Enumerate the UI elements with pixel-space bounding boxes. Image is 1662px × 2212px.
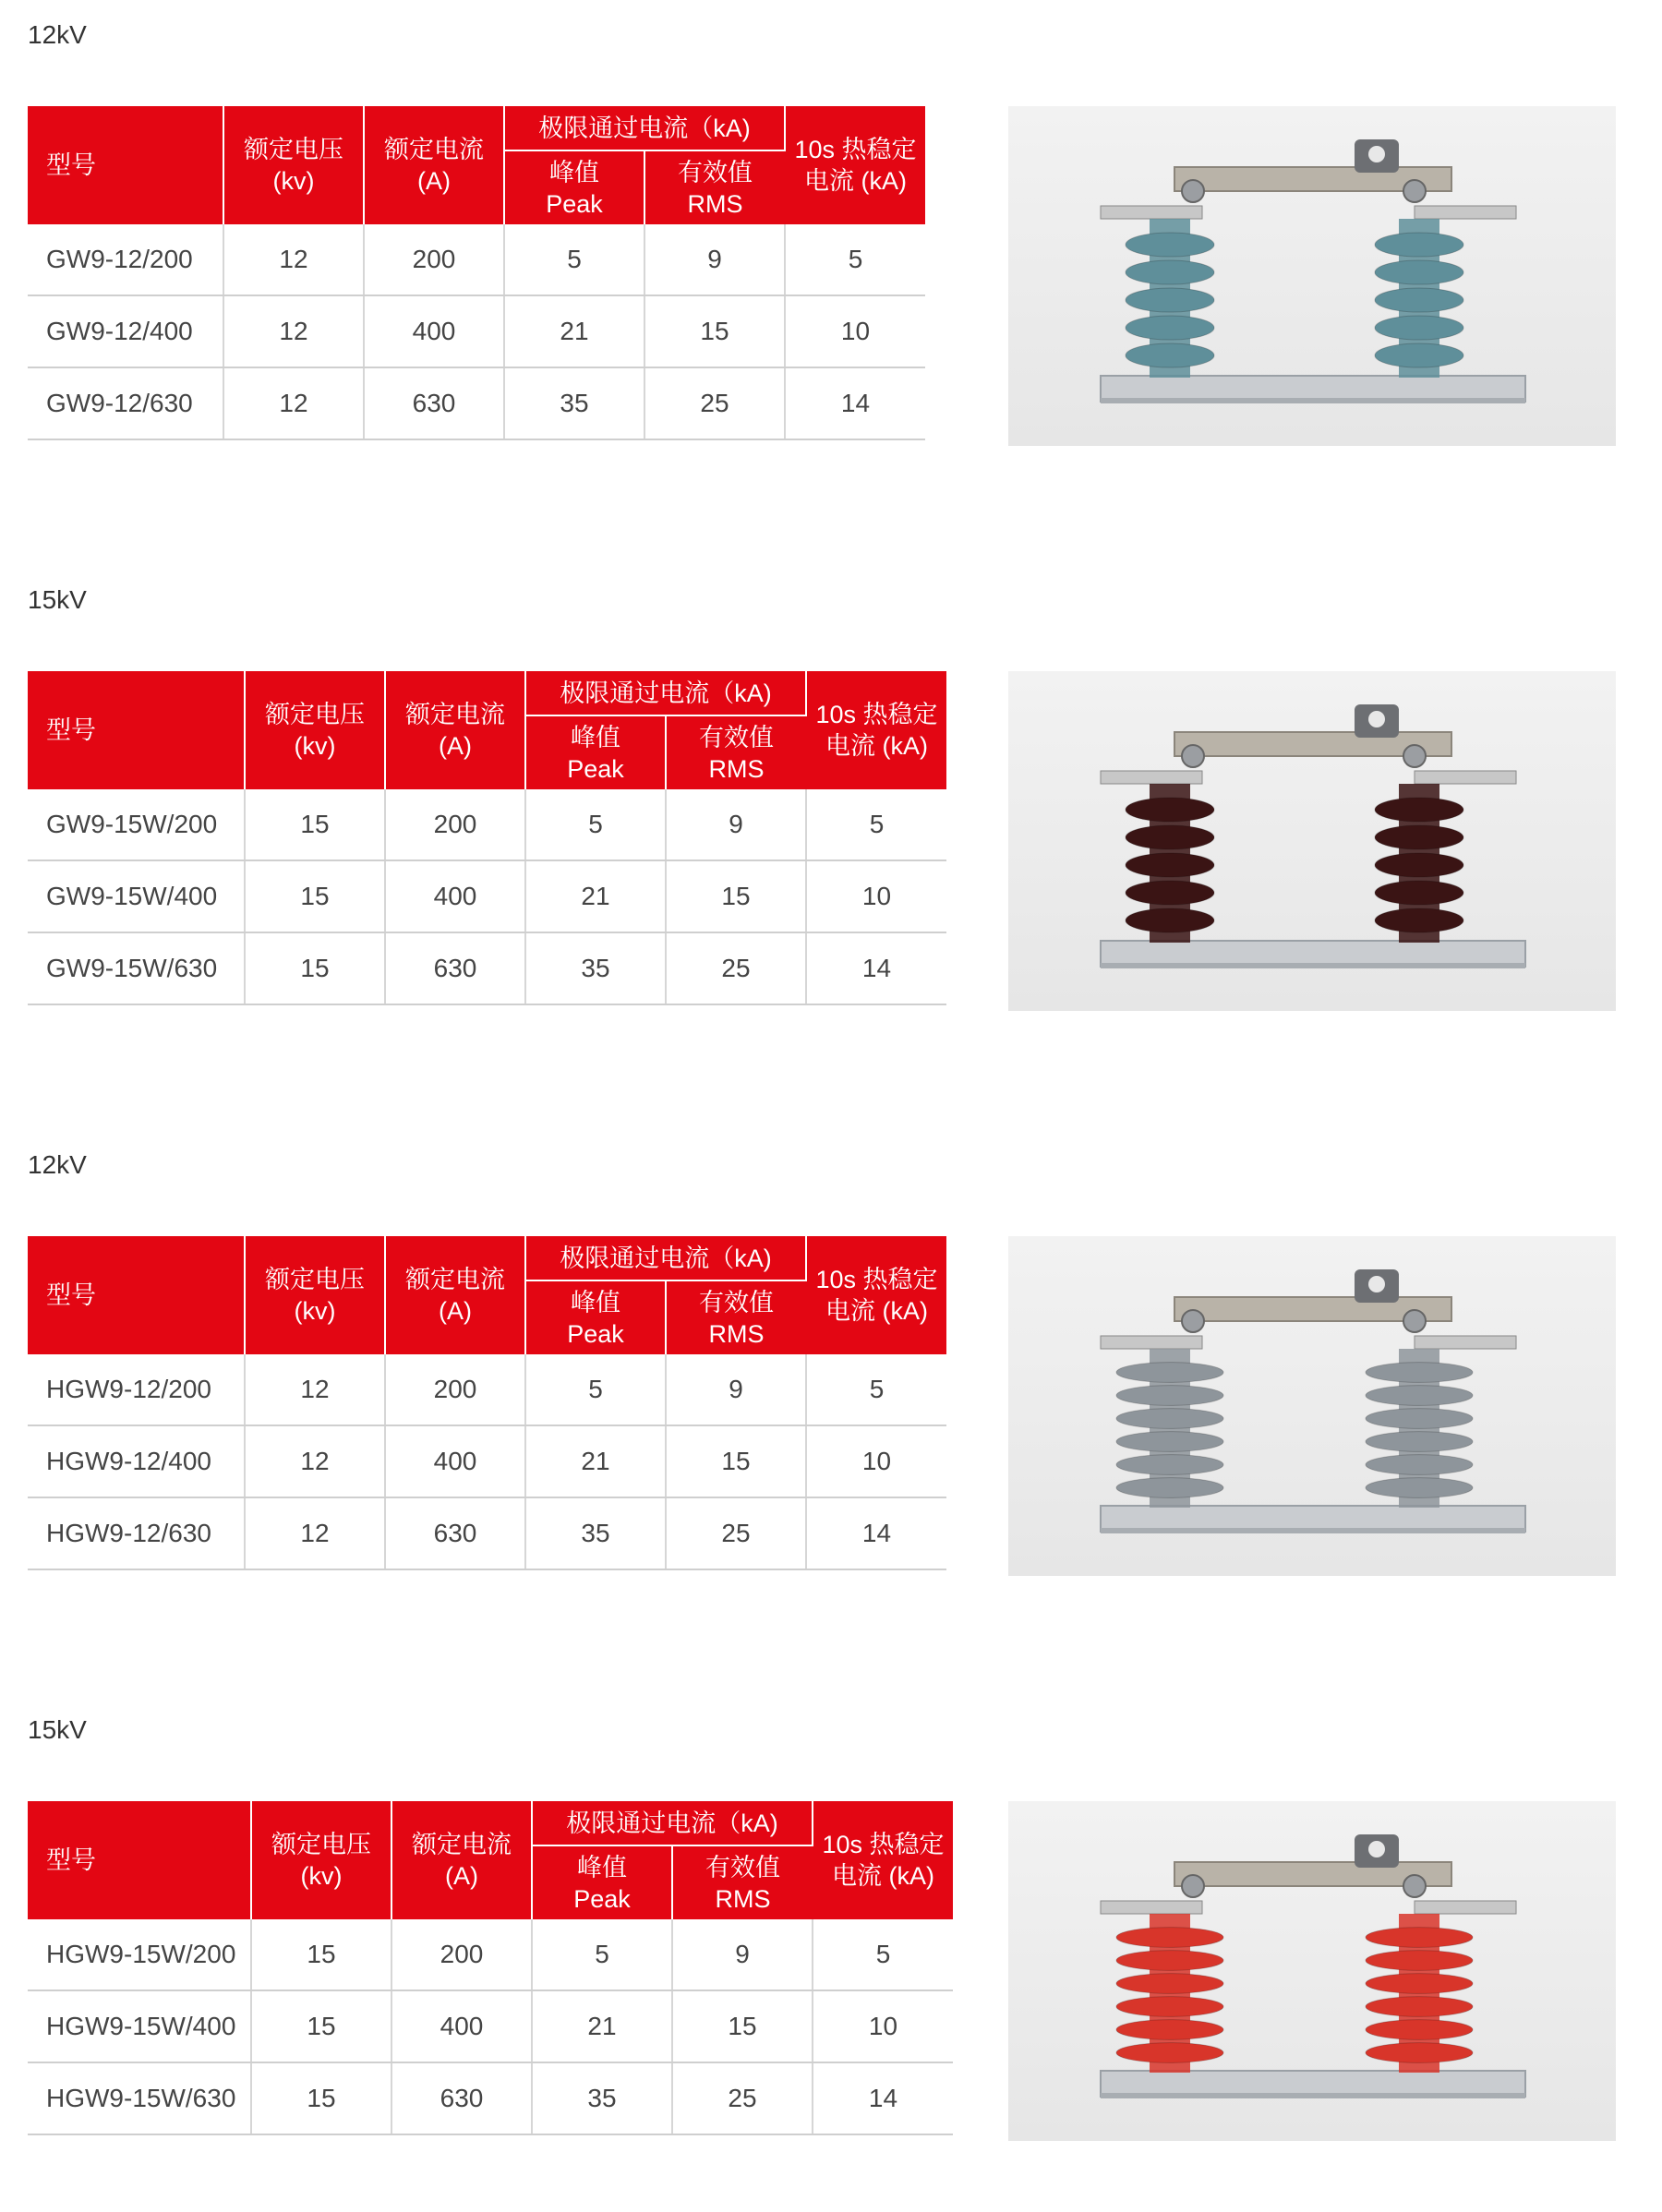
hook-hole xyxy=(1368,711,1385,727)
right-terminal xyxy=(1415,206,1516,219)
cell-peak: 35 xyxy=(525,1497,666,1569)
cell-thermal: 5 xyxy=(806,789,946,860)
right-insulator-rib xyxy=(1375,288,1463,312)
header-model: 型号 xyxy=(28,1801,251,1919)
cell-rms: 25 xyxy=(666,932,806,1004)
header-peak-cn: 峰值 xyxy=(549,158,599,186)
base-channel xyxy=(1101,1506,1525,1532)
right-insulator-rib xyxy=(1375,343,1463,367)
table-row xyxy=(28,367,925,439)
table-body xyxy=(28,1354,946,1569)
voltage-class-label: 15kV xyxy=(28,585,87,614)
right-insulator-rib xyxy=(1366,1478,1473,1498)
right-insulator-rib xyxy=(1366,1974,1473,1994)
cell-rated-current: 400 xyxy=(391,1990,532,2062)
base-channel xyxy=(1101,941,1525,967)
table-body xyxy=(28,224,925,439)
header-rated-current xyxy=(364,106,504,224)
table-header-row xyxy=(28,106,925,150)
header-thermal-current xyxy=(806,1236,946,1354)
spec-section xyxy=(0,565,1662,1082)
right-pivot xyxy=(1403,1310,1426,1332)
cell-model: GW9-15W/630 xyxy=(28,932,245,1004)
left-pivot xyxy=(1182,1875,1204,1897)
header-rated-voltage-unit: (kv) xyxy=(300,1862,343,1890)
base-channel-shadow xyxy=(1101,2093,1525,2098)
cell-model: GW9-12/400 xyxy=(28,295,223,367)
header-thermal-line2: 电流 (kA) xyxy=(832,1862,934,1890)
voltage-class-label: 12kV xyxy=(28,1150,87,1179)
header-rated-current-unit: (A) xyxy=(439,1297,472,1325)
header-rated-voltage-label: 额定电压 xyxy=(265,701,365,728)
table-header-row xyxy=(28,1801,953,1845)
cell-peak: 35 xyxy=(525,932,666,1004)
header-peak-en: Peak xyxy=(567,754,624,783)
header-limit-current: 极限通过电流（kA) xyxy=(525,671,806,715)
header-rms-en: RMS xyxy=(715,1884,771,1913)
cell-thermal: 14 xyxy=(806,932,946,1004)
cell-rms: 15 xyxy=(672,1990,813,2062)
cell-peak: 21 xyxy=(525,860,666,932)
cell-thermal: 10 xyxy=(813,1990,953,2062)
header-thermal-line1: 10s 热稳定 xyxy=(822,1831,945,1858)
cell-rated-current: 200 xyxy=(385,789,525,860)
cell-rated-voltage: 15 xyxy=(251,1919,391,1990)
table-row xyxy=(28,932,946,1004)
left-terminal xyxy=(1101,206,1202,219)
cell-model: HGW9-15W/200 xyxy=(28,1919,251,1990)
right-terminal xyxy=(1415,771,1516,784)
header-rated-current-unit: (A) xyxy=(445,1862,478,1890)
cell-rated-current: 630 xyxy=(385,1497,525,1569)
cell-rated-voltage: 12 xyxy=(245,1354,385,1425)
base-channel-shadow xyxy=(1101,398,1525,403)
base-channel xyxy=(1101,376,1525,402)
left-insulator-rib xyxy=(1116,1997,1223,2017)
cell-thermal: 10 xyxy=(785,295,925,367)
left-pivot xyxy=(1182,1310,1204,1332)
product-photo xyxy=(1008,1236,1616,1576)
header-thermal-line1: 10s 热稳定 xyxy=(815,1266,938,1293)
left-insulator-rib xyxy=(1116,1432,1223,1452)
left-insulator-rib xyxy=(1116,1363,1223,1383)
cell-rms: 25 xyxy=(644,367,785,439)
cell-thermal: 10 xyxy=(806,1425,946,1497)
table-row xyxy=(28,224,925,295)
header-peak-cn: 峰值 xyxy=(571,723,620,751)
cell-model: GW9-15W/200 xyxy=(28,789,245,860)
right-insulator-rib xyxy=(1366,1455,1473,1475)
cell-rms: 25 xyxy=(672,2062,813,2134)
cell-model: HGW9-15W/630 xyxy=(28,2062,251,2134)
right-insulator-rib xyxy=(1366,2043,1473,2063)
base-channel-shadow xyxy=(1101,1528,1525,1533)
table-body xyxy=(28,789,946,1004)
product-photo xyxy=(1008,671,1616,1011)
header-peak xyxy=(504,150,644,224)
right-terminal xyxy=(1415,1901,1516,1914)
table-row xyxy=(28,1497,946,1569)
header-rms xyxy=(672,1845,813,1919)
header-rated-voltage-label: 额定电压 xyxy=(244,136,343,163)
left-insulator-rib xyxy=(1126,908,1214,932)
table-row xyxy=(28,789,946,860)
cell-rated-current: 200 xyxy=(364,224,504,295)
table-row xyxy=(28,1919,953,1990)
header-rated-voltage xyxy=(245,671,385,789)
header-rated-voltage xyxy=(245,1236,385,1354)
right-insulator-rib xyxy=(1366,2020,1473,2040)
header-rated-current-label: 额定电流 xyxy=(405,701,505,728)
left-insulator-rib xyxy=(1126,288,1214,312)
header-limit-current: 极限通过电流（kA) xyxy=(532,1801,813,1845)
right-insulator-rib xyxy=(1375,825,1463,849)
spec-table xyxy=(28,106,925,440)
header-rated-voltage xyxy=(223,106,364,224)
header-rated-voltage-label: 额定电压 xyxy=(271,1831,371,1858)
cell-peak: 5 xyxy=(525,1354,666,1425)
header-peak xyxy=(525,715,666,789)
right-insulator-rib xyxy=(1366,1997,1473,2017)
cell-model: HGW9-12/400 xyxy=(28,1425,245,1497)
cell-rms: 9 xyxy=(666,1354,806,1425)
voltage-class-label: 12kV xyxy=(28,20,87,49)
cell-model: HGW9-15W/400 xyxy=(28,1990,251,2062)
product-photo xyxy=(1008,106,1616,446)
header-rated-current xyxy=(385,671,525,789)
header-rated-current-unit: (A) xyxy=(417,167,451,195)
left-insulator-rib xyxy=(1126,798,1214,822)
right-insulator-rib xyxy=(1366,1928,1473,1948)
right-insulator-rib xyxy=(1366,1363,1473,1383)
left-insulator-rib xyxy=(1126,343,1214,367)
cell-thermal: 14 xyxy=(785,367,925,439)
header-model: 型号 xyxy=(28,106,223,224)
cell-peak: 35 xyxy=(532,2062,672,2134)
left-insulator-rib xyxy=(1126,233,1214,257)
left-terminal xyxy=(1101,771,1202,784)
cell-thermal: 14 xyxy=(806,1497,946,1569)
header-thermal-line2: 电流 (kA) xyxy=(825,732,928,760)
header-thermal-current xyxy=(785,106,925,224)
cell-rated-current: 200 xyxy=(385,1354,525,1425)
cell-peak: 5 xyxy=(525,789,666,860)
header-rated-voltage-unit: (kv) xyxy=(294,1297,336,1325)
cell-rated-voltage: 15 xyxy=(245,860,385,932)
right-insulator-rib xyxy=(1375,798,1463,822)
table-header-row xyxy=(28,671,946,715)
left-insulator-rib xyxy=(1116,1478,1223,1498)
cell-thermal: 5 xyxy=(813,1919,953,1990)
cell-model: GW9-15W/400 xyxy=(28,860,245,932)
header-rms-cn: 有效值 xyxy=(699,1288,774,1316)
hook-hole xyxy=(1368,1841,1385,1857)
header-peak-cn: 峰值 xyxy=(577,1853,627,1881)
spec-section xyxy=(0,0,1662,517)
cell-rated-current: 400 xyxy=(385,860,525,932)
cell-model: GW9-12/200 xyxy=(28,224,223,295)
left-pivot xyxy=(1182,745,1204,767)
header-rated-voltage-unit: (kv) xyxy=(294,732,336,760)
header-peak-cn: 峰值 xyxy=(571,1288,620,1316)
header-rms-en: RMS xyxy=(687,189,743,218)
table-row xyxy=(28,2062,953,2134)
left-insulator-rib xyxy=(1116,1409,1223,1429)
cell-rated-current: 400 xyxy=(385,1425,525,1497)
header-limit-current: 极限通过电流（kA) xyxy=(525,1236,806,1280)
right-insulator-rib xyxy=(1375,316,1463,340)
header-rated-voltage-label: 额定电压 xyxy=(265,1266,365,1293)
base-channel xyxy=(1101,2071,1525,2097)
header-thermal-current xyxy=(806,671,946,789)
header-thermal-line1: 10s 热稳定 xyxy=(794,136,917,163)
header-thermal-line2: 电流 (kA) xyxy=(804,167,907,195)
spec-table xyxy=(28,671,946,1005)
right-pivot xyxy=(1403,1875,1426,1897)
header-model: 型号 xyxy=(28,671,245,789)
right-insulator-rib xyxy=(1375,881,1463,905)
left-insulator-rib xyxy=(1116,1386,1223,1406)
left-insulator-rib xyxy=(1116,1951,1223,1971)
header-rated-current xyxy=(391,1801,532,1919)
table-header-row xyxy=(28,1236,946,1280)
header-rated-current-label: 额定电流 xyxy=(412,1831,512,1858)
cell-peak: 21 xyxy=(525,1425,666,1497)
header-thermal-line2: 电流 (kA) xyxy=(825,1297,928,1325)
cell-peak: 5 xyxy=(504,224,644,295)
table-row xyxy=(28,1425,946,1497)
left-insulator-rib xyxy=(1116,1928,1223,1948)
table-row xyxy=(28,860,946,932)
right-pivot xyxy=(1403,180,1426,202)
header-rms-en: RMS xyxy=(708,1319,765,1348)
cell-peak: 21 xyxy=(532,1990,672,2062)
cell-rms: 15 xyxy=(666,860,806,932)
header-rated-current xyxy=(385,1236,525,1354)
cell-peak: 21 xyxy=(504,295,644,367)
header-model: 型号 xyxy=(28,1236,245,1354)
left-insulator-rib xyxy=(1126,825,1214,849)
cell-rms: 9 xyxy=(672,1919,813,1990)
header-rated-current-unit: (A) xyxy=(439,732,472,760)
left-terminal xyxy=(1101,1336,1202,1349)
cell-rated-current: 630 xyxy=(364,367,504,439)
spec-section xyxy=(0,1695,1662,2212)
header-limit-current: 极限通过电流（kA) xyxy=(504,106,785,150)
left-terminal xyxy=(1101,1901,1202,1914)
cell-rated-current: 400 xyxy=(364,295,504,367)
right-pivot xyxy=(1403,745,1426,767)
cell-rms: 9 xyxy=(666,789,806,860)
header-thermal-current xyxy=(813,1801,953,1919)
cell-rms: 25 xyxy=(666,1497,806,1569)
cell-model: HGW9-12/630 xyxy=(28,1497,245,1569)
cell-rated-current: 200 xyxy=(391,1919,532,1990)
header-rms-cn: 有效值 xyxy=(678,158,753,186)
right-terminal xyxy=(1415,1336,1516,1349)
header-peak-en: Peak xyxy=(567,1319,624,1348)
right-insulator-rib xyxy=(1366,1432,1473,1452)
left-insulator-rib xyxy=(1116,2043,1223,2063)
voltage-class-label: 15kV xyxy=(28,1715,87,1744)
cell-model: HGW9-12/200 xyxy=(28,1354,245,1425)
cell-rated-voltage: 15 xyxy=(251,2062,391,2134)
cell-rated-voltage: 12 xyxy=(223,367,364,439)
header-rated-current-label: 额定电流 xyxy=(405,1266,505,1293)
left-insulator-rib xyxy=(1126,260,1214,284)
cell-peak: 35 xyxy=(504,367,644,439)
cell-thermal: 5 xyxy=(785,224,925,295)
right-insulator-rib xyxy=(1375,908,1463,932)
header-rms-cn: 有效值 xyxy=(705,1853,780,1881)
left-insulator-rib xyxy=(1126,853,1214,877)
header-rms-en: RMS xyxy=(708,754,765,783)
left-insulator-rib xyxy=(1116,2020,1223,2040)
cell-rated-voltage: 15 xyxy=(245,789,385,860)
right-insulator-rib xyxy=(1366,1386,1473,1406)
cell-thermal: 10 xyxy=(806,860,946,932)
hook-hole xyxy=(1368,1276,1385,1292)
cell-peak: 5 xyxy=(532,1919,672,1990)
cell-rms: 15 xyxy=(644,295,785,367)
right-insulator-rib xyxy=(1375,233,1463,257)
left-pivot xyxy=(1182,180,1204,202)
spec-section xyxy=(0,1130,1662,1647)
cell-thermal: 5 xyxy=(806,1354,946,1425)
header-peak xyxy=(532,1845,672,1919)
right-insulator-rib xyxy=(1366,1951,1473,1971)
right-insulator-rib xyxy=(1366,1409,1473,1429)
cell-model: GW9-12/630 xyxy=(28,367,223,439)
product-photo xyxy=(1008,1801,1616,2141)
left-insulator-rib xyxy=(1116,1974,1223,1994)
header-rms xyxy=(666,1280,806,1354)
header-thermal-line1: 10s 热稳定 xyxy=(815,701,938,728)
header-rms xyxy=(644,150,785,224)
table-row xyxy=(28,1354,946,1425)
cell-rated-current: 630 xyxy=(385,932,525,1004)
spec-table xyxy=(28,1801,953,2135)
header-peak xyxy=(525,1280,666,1354)
left-insulator-rib xyxy=(1126,881,1214,905)
right-insulator-rib xyxy=(1375,260,1463,284)
left-insulator-rib xyxy=(1126,316,1214,340)
header-peak-en: Peak xyxy=(573,1884,631,1913)
cell-rated-voltage: 12 xyxy=(223,224,364,295)
cell-rated-current: 630 xyxy=(391,2062,532,2134)
cell-rated-voltage: 12 xyxy=(223,295,364,367)
cell-rms: 15 xyxy=(666,1425,806,1497)
hook-hole xyxy=(1368,146,1385,162)
base-channel-shadow xyxy=(1101,963,1525,968)
cell-rms: 9 xyxy=(644,224,785,295)
cell-rated-voltage: 12 xyxy=(245,1497,385,1569)
cell-thermal: 14 xyxy=(813,2062,953,2134)
header-rated-current-label: 额定电流 xyxy=(384,136,484,163)
header-rms-cn: 有效值 xyxy=(699,723,774,751)
table-row xyxy=(28,1990,953,2062)
right-insulator-rib xyxy=(1375,853,1463,877)
cell-rated-voltage: 15 xyxy=(245,932,385,1004)
cell-rated-voltage: 12 xyxy=(245,1425,385,1497)
header-rated-voltage xyxy=(251,1801,391,1919)
header-rms xyxy=(666,715,806,789)
left-insulator-rib xyxy=(1116,1455,1223,1475)
header-peak-en: Peak xyxy=(546,189,603,218)
table-row xyxy=(28,295,925,367)
table-body xyxy=(28,1919,953,2134)
cell-rated-voltage: 15 xyxy=(251,1990,391,2062)
header-rated-voltage-unit: (kv) xyxy=(272,167,315,195)
spec-table xyxy=(28,1236,946,1570)
